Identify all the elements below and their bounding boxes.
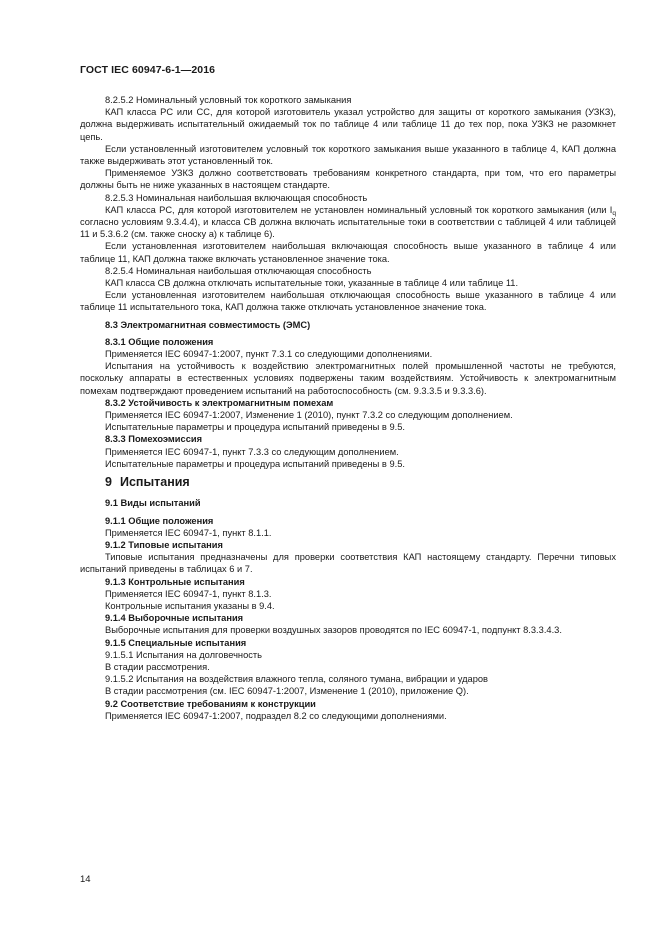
paragraph-text: КАП класса PC, для которой изготовителем не установлен номинальный условный ток короткого замыкания (или I: [105, 204, 613, 215]
paragraph: Применяемое УЗКЗ должно соответствовать требованиям конкретного стандарта, при том, что его параметры должны быть не ниже указанных в настоящем стандарте.: [80, 168, 616, 191]
section-title: Испытания: [119, 475, 190, 490]
clause-heading: 9.1.1 Общие положения: [105, 515, 214, 526]
paragraph: КАП класса CB должна отключать испытательные токи, указанные в таблице 4 или таблице 11.: [105, 278, 519, 289]
section-heading: [105, 476, 616, 488]
paragraph: Применяется IEC 60947-1:2007, Изменение 1 (2010), пункт 7.3.2 со следующим дополнением.: [105, 410, 513, 421]
section-number: 9: [105, 475, 112, 490]
clause-heading: 9.1 Виды испытаний: [105, 498, 201, 509]
clause-heading: 8.3 Электромагнитная совместимость (ЭМС): [105, 319, 311, 330]
paragraph: В стадии рассмотрения (см. IEC 60947-1:2007, Изменение 1 (2010), приложение Q).: [105, 686, 469, 697]
document-header: ГОСТ IEC 60947-6-1—2016: [80, 64, 216, 76]
paragraph: Применяется IEC 60947-1, пункт 8.1.3.: [105, 588, 272, 599]
paragraph-text: согласно условиям 9.3.4.4), и класса CB должна включать испытательные токи в соответствии с таблицей 4 или таблицей 11 и 5.3.6.2 (см. также сноску а) к таблице 6).: [80, 217, 616, 240]
paragraph: Испытания на устойчивость к воздействию электромагнитных полей промышленной частоты не требуются, поскольку аппараты в естественных условиях подвержены таким воздействиям. Устойчивость к электромагнитным помехам подтверждают проведением испытаний на работоспособность (см. 9.3.3.5 и 9.3.3.6).: [80, 361, 616, 396]
paragraph: В стадии рассмотрения.: [105, 661, 210, 672]
clause-heading: 9.1.3 Контрольные испытания: [105, 576, 245, 587]
subclause-heading: 8.2.5.3 Номинальная наибольшая включающая способность: [105, 192, 368, 203]
subscript: q: [612, 209, 616, 217]
paragraph: КАП класса PC или CC, для которой изготовитель указал устройство для защиты от короткого замыкания (УЗКЗ), должна выдерживать испытательный ожидаемый ток по таблице 4 или таблице 11 до тех пор, пока УЗКЗ не разомкнет цепь.: [80, 107, 616, 142]
paragraph: Применяется IEC 60947-1, пункт 7.3.3 со следующим дополнением.: [105, 446, 399, 457]
paragraph: Если установленная изготовителем наибольшая включающая способность выше указанного в таблице 4 или таблице 11, КАП должна также включать установленное значение тока.: [80, 241, 616, 264]
paragraph: Испытательные параметры и процедура испытаний приведены в 9.5.: [105, 458, 405, 469]
paragraph: Применяется IEC 60947-1:2007, пункт 7.3.1 со следующими дополнениями.: [105, 349, 433, 360]
paragraph: Если установленная изготовителем наибольшая отключающая способность выше указанного в таблице 4 или таблице 11 испытательного тока, КАП должна также отключать установленное значение тока.: [80, 290, 616, 313]
subclause-heading: 9.1.5.1 Испытания на долговечность: [105, 649, 262, 660]
subclause-heading: 8.2.5.4 Номинальная наибольшая отключающая способность: [105, 265, 372, 276]
paragraph: Типовые испытания предназначены для проверки соответствия КАП настоящему стандарту. Перечни типовых испытаний приведены в таблицах 6 и 7.: [80, 552, 616, 575]
paragraph: Применяется IEC 60947-1:2007, подраздел 8.2 со следующими дополнениями.: [105, 710, 447, 721]
clause-heading: 9.1.5 Специальные испытания: [105, 637, 247, 648]
paragraph: Испытательные параметры и процедура испытаний приведены в 9.5.: [105, 422, 405, 433]
subclause-heading: 8.2.5.2 Номинальный условный ток короткого замыкания: [105, 95, 352, 105]
paragraph: Контрольные испытания указаны в 9.4.: [105, 600, 275, 611]
clause-heading: 8.3.1 Общие положения: [105, 336, 214, 347]
subclause-heading: 9.1.5.2 Испытания на воздействия влажного тепла, соляного тумана, вибрации и ударов: [105, 674, 488, 685]
paragraph: Выборочные испытания для проверки воздушных зазоров проводятся по IEC 60947-1, подпункт 8.3.3.4.3.: [105, 625, 562, 636]
clause-heading: 9.1.4 Выборочные испытания: [105, 613, 244, 624]
clause-heading: 9.2 Соответствие требованиям к конструкции: [105, 698, 316, 709]
clause-heading: 8.3.3 Помехоэмиссия: [105, 434, 203, 445]
page-number: 14: [80, 874, 91, 885]
clause-heading: 9.1.2 Типовые испытания: [105, 539, 223, 550]
document-body: [80, 94, 616, 722]
paragraph: Если установленный изготовителем условный ток короткого замыкания выше указанного в таблице 4, КАП должна также выдерживать этот установленный ток.: [80, 143, 616, 167]
paragraph: [80, 204, 616, 241]
paragraph: Применяется IEC 60947-1, пункт 8.1.1.: [105, 527, 272, 538]
clause-heading: 8.3.2 Устойчивость к электромагнитным помехам: [105, 397, 334, 408]
